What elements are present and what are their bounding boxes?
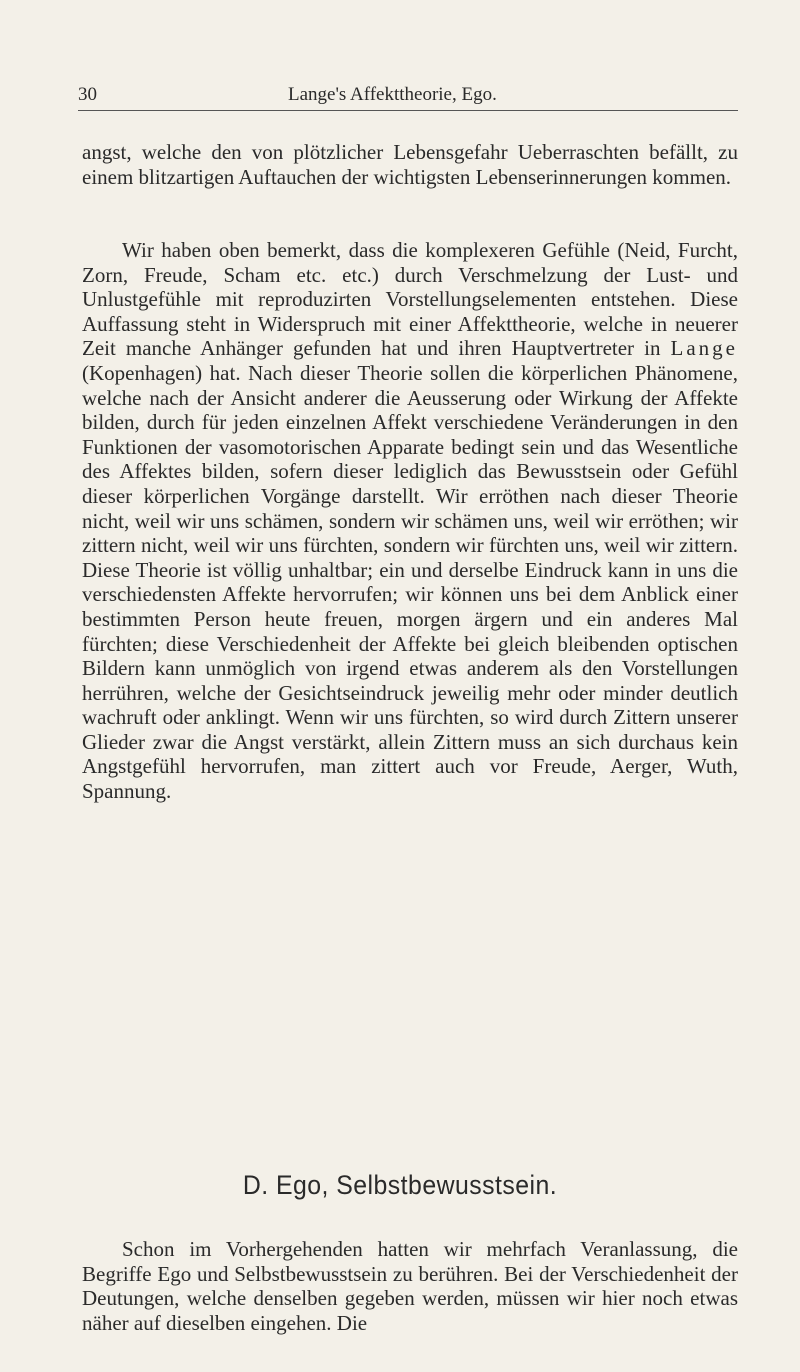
paragraph-2 [82, 238, 738, 804]
author-name-lange: Lange [670, 336, 738, 361]
paragraph-1: angst, welche den von plötzlicher Lebensgefahr Ueberraschten befällt, zu einem blitzartigen Auftauchen der wichtigsten Lebenserinnerungen kommen. [82, 140, 738, 189]
page-number: 30 [78, 84, 97, 105]
paragraph-2-part-2: (Kopenhagen) hat. Nach dieser Theorie sollen die körperlichen Phänomene, welche nach der Ansicht anderer die Aeusserung oder Wirkung der Affekte bilden, durch für jeden einzelnen Affekt verschiedene Veränderungen in den Funktionen der vasomotorischen Apparate bedingt sein und das Wesentliche des Affektes bilden, sofern dieser lediglich das Bewusstsein oder Gefühl dieser körperlichen Vorgänge darstellt. Wir erröthen nach dieser Theorie nicht, weil wir uns schämen, sondern wir schämen uns, weil wir erröthen; wir zittern nicht, weil wir uns fürchten, sondern wir fürchten uns, weil wir zittern. Diese Theorie ist völlig unhaltbar; ein und derselbe Eindruck kann in uns die verschiedensten Affekte hervorrufen; wir können uns bei dem Anblick einer bestimmten Person heute freuen, morgen ärgern und ein anderes Mal fürchten; diese Verschiedenheit der Affekte bei gleich bleibenden optischen Bildern kann unmöglich von irgend etwas anderem als den Vorstellungen herrühren, welche der Gesichtseindruck jeweilig mehr oder minder deutlich wachruft oder anklingt. Wenn wir uns fürchten, so wird durch Zittern unserer Glieder zwar die Angst verstärkt, allein Zittern muss an sich durchaus kein Angstgefühl hervorrufen, man zittert auch vor Freude, Aerger, Wuth, Spannung. [82, 360, 738, 804]
section-heading: D. Ego, Selbstbewusstsein. [242, 1170, 558, 1200]
paragraph-3: Schon im Vorhergehenden hatten wir mehrfach Veranlassung, die Begriffe Ego und Selbstbewusstsein zu berühren. Bei der Verschiedenheit der Deutungen, welche denselben gegeben werden, müssen wir hier noch etwas näher auf dieselben eingehen. Die [82, 1237, 738, 1335]
paragraph-2-part-1: Wir haben oben bemerkt, dass die komplexeren Gefühle (Neid, Furcht, Zorn, Freude, Scham etc. etc.) durch Verschmelzung der Lust- und Unlustgefühle mit reproduzirten Vorstellungselementen entstehen. Diese Auffassung steht in Widerspruch mit einer Affekttheorie, welche in neuerer Zeit manche Anhänger gefunden hat und ihren Hauptvertreter in [82, 238, 738, 361]
running-title: Lange's Affekttheorie, Ego. [288, 84, 497, 105]
page-header [78, 84, 738, 111]
